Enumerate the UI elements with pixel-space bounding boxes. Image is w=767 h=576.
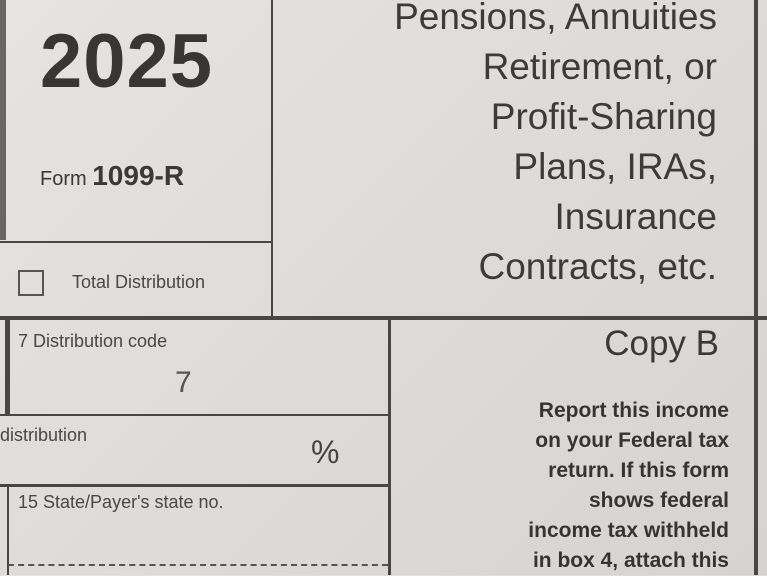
copy-b-instructions — [528, 396, 729, 576]
instruction-line: shows federal — [588, 489, 729, 512]
tax-year: 2025 — [40, 19, 214, 104]
instruction-line: return. If this form — [548, 459, 729, 482]
copy-label: Copy B — [604, 324, 719, 363]
rule-left-top-thick — [0, 0, 6, 240]
total-distribution-label: Total Distribution — [72, 272, 206, 292]
form-number-value: 1099-R — [92, 160, 185, 191]
box9a-label: distribution — [0, 425, 88, 445]
rule-box7-bottom — [0, 414, 390, 416]
form-number — [40, 160, 184, 192]
title-line: Plans, IRAs, — [513, 146, 717, 187]
rule-main-horizontal — [0, 316, 767, 320]
title-line: Retirement, or — [482, 46, 717, 87]
rule-box9-bottom — [0, 484, 390, 487]
box7-value: 7 — [175, 366, 192, 399]
rule-box15-left — [7, 486, 9, 575]
total-distribution-checkbox[interactable] — [18, 270, 44, 296]
form-title — [394, 0, 717, 292]
instruction-line: income tax withheld — [528, 519, 729, 542]
title-line: Profit-Sharing — [490, 96, 717, 137]
rule-copy-left — [388, 318, 391, 575]
instruction-line: in box 4, attach this — [532, 549, 729, 572]
box15-label: 15 State/Payer's state no. — [18, 492, 224, 512]
rule-form-bottom — [0, 241, 272, 243]
instruction-line: on your Federal tax — [535, 429, 729, 452]
title-line: Contracts, etc. — [478, 246, 717, 287]
rule-right-border — [754, 0, 758, 575]
instruction-line: Report this income — [538, 399, 729, 422]
box7-label: 7 Distribution code — [18, 331, 168, 351]
title-line: Pensions, Annuities — [394, 0, 717, 37]
percent-sign: % — [311, 434, 340, 470]
rule-left-thick — [5, 318, 10, 416]
rule-top-left-vertical — [271, 0, 273, 318]
form-prefix: Form — [40, 168, 87, 190]
title-line: Insurance — [554, 196, 717, 237]
dashed-rule — [8, 564, 388, 566]
